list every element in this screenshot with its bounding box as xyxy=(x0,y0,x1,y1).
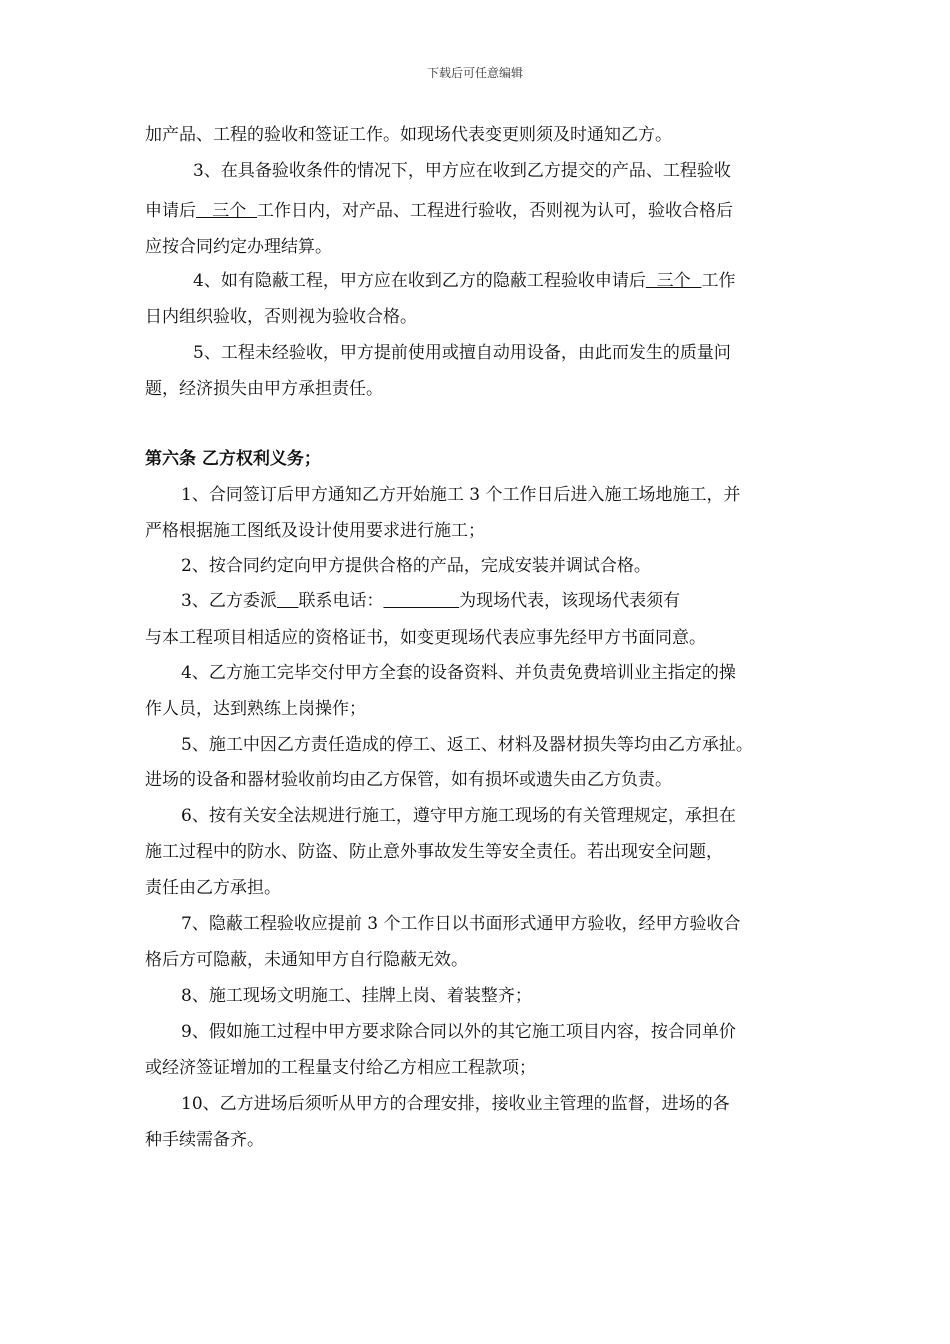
section-heading: 第六条 乙方权利义务； xyxy=(145,449,321,469)
clause-1-line: 1、合同签订后甲方通知乙方开始施工 3 个工作日后进入施工场地施工，并 xyxy=(181,485,741,505)
line-text: 4、如有隐蔽工程，甲方应在收到乙方的隐蔽工程验收申请后 xyxy=(193,271,646,291)
blank-field xyxy=(277,591,299,611)
paragraph-line xyxy=(145,200,733,222)
clause-2-line: 2、按合同约定向甲方提供合格的产品，完成安装并调试合格。 xyxy=(181,556,651,576)
line-text: 工作日内，对产品、工程进行验收，否则视为认可，验收合格后 xyxy=(257,201,734,221)
paragraph-line: 题，经济损失由甲方承担责任。 xyxy=(145,379,383,399)
clause-5-line: 5、施工中因乙方责任造成的停工、返工、材料及器材损失等均由乙方承扯。 xyxy=(181,735,753,755)
line-text: 申请后 xyxy=(145,201,196,221)
paragraph-line: 应按合同约定办理结算。 xyxy=(145,237,332,257)
clause-4-line: 4、乙方施工完毕交付甲方全套的设备资料、并负责免费培训业主指定的操 xyxy=(181,663,736,683)
paragraph-line: 施工过程中的防水、防盗、防止意外事故发生等安全责任。若出现安全问题， xyxy=(145,842,723,862)
clause-5-line: 5、工程未经验收，甲方提前使用或擅自动用设备，由此而发生的质量问 xyxy=(193,343,731,363)
paragraph-line: 严格根据施工图纸及设计使用要求进行施工； xyxy=(145,521,485,541)
clause-10-line: 10、乙方进场后须听从甲方的合理安排，接收业主管理的监督，进场的各 xyxy=(181,1094,730,1114)
clause-9-line: 9、假如施工过程中甲方要求除合同以外的其它施工项目内容，按合同单价 xyxy=(181,1022,736,1042)
paragraph-line: 加产品、工程的验收和签证工作。如现场代表变更则须及时通知乙方。 xyxy=(145,125,672,145)
paragraph-line: 或经济签证增加的工程量支付给乙方相应工程款项； xyxy=(145,1058,536,1078)
line-text: 工作 xyxy=(701,271,736,291)
paragraph-line: 与本工程项目相适应的资格证书，如变更现场代表应事先经甲方书面同意。 xyxy=(145,628,706,648)
clause-3-line: 3、在具备验收条件的情况下，甲方应在收到乙方提交的产品、工程验收 xyxy=(193,161,731,181)
clause-6-line: 6、按有关安全法规进行施工，遵守甲方施工现场的有关管理规定，承担在 xyxy=(181,806,736,826)
paragraph-line: 日内组织验收，否则视为验收合格。 xyxy=(145,307,417,327)
line-text: 为现场代表，该现场代表须有 xyxy=(459,591,681,611)
clause-4-line xyxy=(193,270,735,292)
paragraph-line: 作人员，达到熟练上岗操作； xyxy=(145,699,366,719)
clause-7-line: 7、隐蔽工程验收应提前 3 个工作日以书面形式通甲方验收，经甲方验收合 xyxy=(181,914,741,934)
paragraph-line: 种手续需备齐。 xyxy=(145,1130,264,1150)
blank-field: 三个 xyxy=(196,201,258,221)
blank-field: 三个 xyxy=(645,271,702,291)
clause-3-line xyxy=(181,590,680,612)
clause-8-line: 8、施工现场文明施工、挂牌上岗、着装整齐； xyxy=(181,986,532,1006)
page-header-note: 下载后可任意编辑 xyxy=(426,66,523,80)
paragraph-line: 责任由乙方承担。 xyxy=(145,878,281,898)
line-text: 联系电话： xyxy=(298,591,384,611)
line-text: 3、乙方委派 xyxy=(181,591,277,611)
paragraph-line: 格后方可隐蔽，未通知甲方自行隐蔽无效。 xyxy=(145,950,468,970)
paragraph-line: 进场的设备和器材验收前均由乙方保管，如有损坏或遗失由乙方负责。 xyxy=(145,770,672,790)
blank-field xyxy=(383,591,459,611)
